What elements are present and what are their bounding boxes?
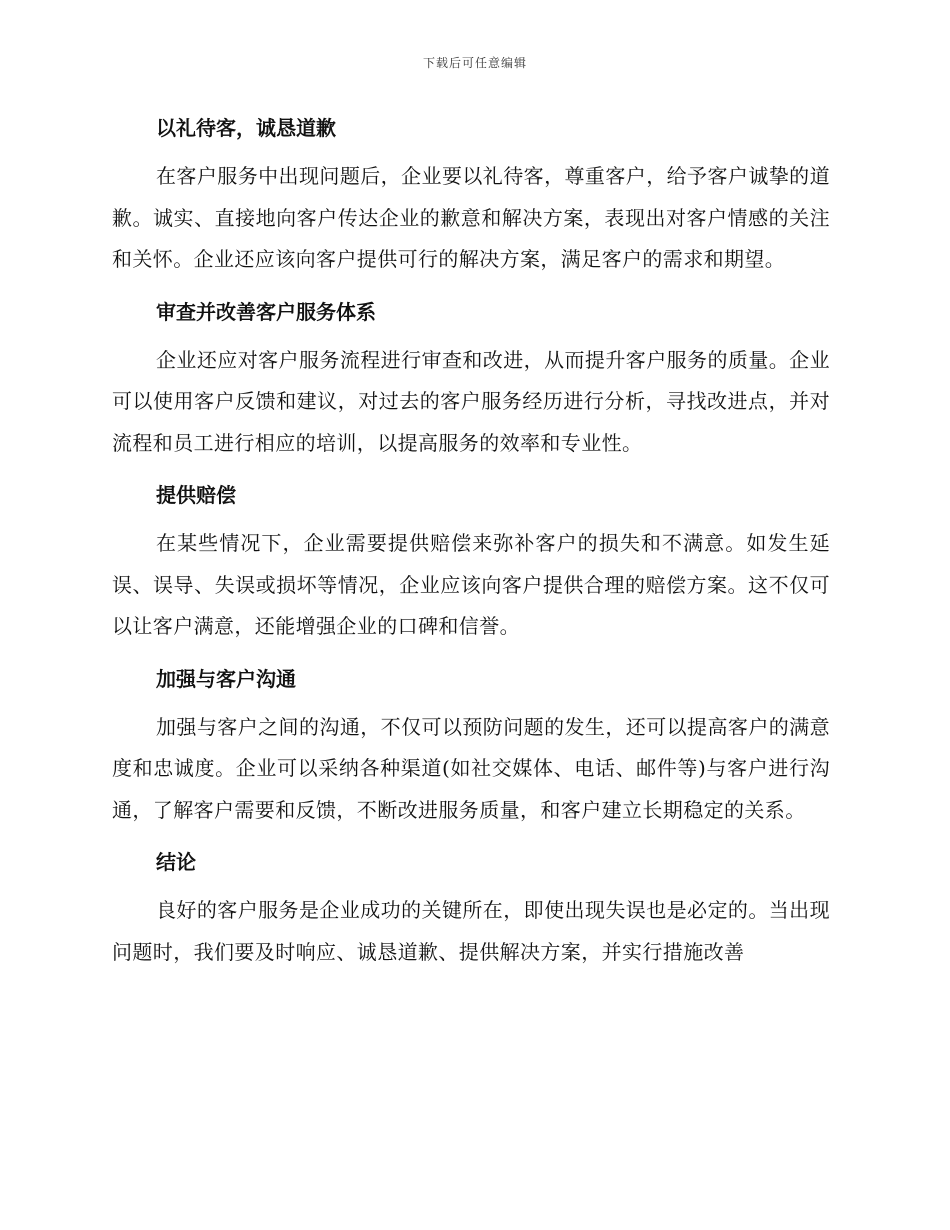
- section-heading-compensation: 提供赔偿: [156, 483, 236, 507]
- section-heading-communication: 加强与客户沟通: [156, 666, 296, 691]
- page-header-note: 下载后可任意编辑: [422, 56, 527, 70]
- section-body-apology: 在客户服务中出现问题后，企业要以礼待客，尊重客户，给予客户诚挚的道歉。诚实、直接地向客户传达企业的歉意和解决方案，表现出对客户情感的关注和关怀。企业还应该向客户提供可行的解决方案，满足客户的需求和期望。: [112, 164, 830, 271]
- section-body-communication: 加强与客户之间的沟通，不仅可以预防问题的发生，还可以提高客户的满意度和忠诚度。企业可以采纳各种渠道(如社交媒体、电话、邮件等)与客户进行沟通，了解客户需要和反馈，不断改进服务质量，和客户建立长期稳定的关系。: [112, 714, 830, 822]
- section-body-compensation: 在某些情况下，企业需要提供赔偿来弥补客户的损失和不满意。如发生延误、误导、失误或损坏等情况，企业应该向客户提供合理的赔偿方案。这不仅可以让客户满意，还能增强企业的口碑和信誉。: [112, 531, 830, 638]
- section-heading-apology: 以礼待客，诚恳道歉: [156, 116, 336, 140]
- section-body-conclusion: 良好的客户服务是企业成功的关键所在，即使出现失误也是必定的。当出现问题时，我们要及时响应、诚恳道歉、提供解决方案，并实行措施改善: [112, 898, 830, 964]
- section-body-review: 企业还应对客户服务流程进行审查和改进，从而提升客户服务的质量。企业可以使用客户反馈和建议，对过去的客户服务经历进行分析，寻找改进点，并对流程和员工进行相应的培训，以提高服务的效率和专业性。: [112, 347, 830, 455]
- section-heading-review: 审查并改善客户服务体系: [156, 299, 376, 324]
- document-body: [112, 108, 830, 984]
- section-heading-conclusion: 结论: [156, 850, 196, 874]
